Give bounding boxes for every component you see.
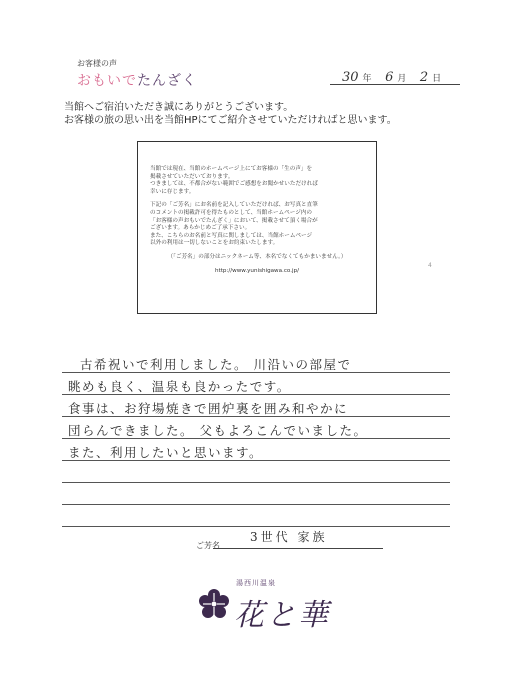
notice-text: つきましては、不都合がない範囲でご感想をお聞かせいただければ	[150, 181, 318, 188]
header-label: お客様の声	[77, 59, 117, 68]
handwritten-comment-line: 食事は、お狩場焼きで囲炉裏を囲み和やかに	[68, 401, 349, 416]
website-url: http://www.yunishigawa.co.jp/	[214, 267, 300, 274]
handwritten-comment-line: 古希祝いで利用しました。 川沿いの部屋で	[80, 357, 352, 372]
notice-box	[137, 141, 377, 314]
logo-subtitle: 湯西川温泉	[236, 579, 276, 587]
handwritten-comment-line: 眺めも良く、温泉も良かったです。	[68, 379, 291, 394]
date-year: 30	[342, 70, 359, 85]
page-title	[77, 70, 197, 90]
notice-note: （「ご芳名」の部分はニックネーム等、本名でなくてもかまいません。）	[167, 253, 347, 260]
date-month: 6	[385, 70, 394, 85]
name-underline	[213, 548, 383, 549]
date-underline	[330, 84, 460, 85]
date-field	[338, 70, 447, 85]
date-day-unit: 日	[432, 74, 442, 84]
notice-text: 下記の「ご芳名」にお名前を記入していただければ、お写真と直筆	[150, 202, 318, 209]
title-part-tanzaku: たんざく	[137, 73, 197, 89]
flower-logo-icon	[196, 586, 232, 622]
notice-text: また、こちらのお名前と写真に関しましては、当館ホームページ	[150, 232, 313, 239]
handwritten-comment-line: また、利用したいと思います。	[68, 445, 264, 460]
intro-line-1: 当館へご宿泊いただき誠にありがとうございます。	[64, 102, 294, 113]
ruled-line	[62, 482, 450, 483]
notice-text: のコメントの掲載許可を得たものとして、当館ホームページ内の	[150, 209, 312, 216]
title-part-omoide: おもいで	[77, 73, 137, 89]
handwritten-name: 3世代 家族	[250, 530, 328, 544]
notice-text: 以外の利用は一切しないことをお約束いたします。	[150, 240, 279, 247]
logo-wordmark: 花と華	[234, 598, 330, 633]
date-day: 2	[419, 70, 429, 85]
date-month-unit: 月	[397, 74, 407, 84]
notice-text: 「お客様の声おもいでたんざく」において、掲載させて頂く場合が	[150, 217, 318, 224]
ruled-line	[62, 526, 450, 527]
intro-line-2: お客様の旅の思い出を当館HPにてご紹介させていただければと思います。	[64, 115, 397, 126]
handwritten-comment-line: 団らんできました。 父もよろこんでいました。	[68, 423, 368, 438]
date-year-unit: 年	[362, 74, 372, 84]
edge-mark: 4	[428, 262, 432, 269]
notice-text: 当館では現在、当館のホームページ上にてお客様の「生の声」を	[150, 166, 313, 172]
notice-text: 幸いに存じます。	[150, 188, 195, 195]
name-label: ご芳名	[196, 541, 220, 550]
notice-text: ございます。あらかじめご了承下さい。	[150, 225, 251, 232]
ruled-line	[62, 504, 450, 505]
notice-text: 掲載させていただいております。	[150, 173, 234, 180]
